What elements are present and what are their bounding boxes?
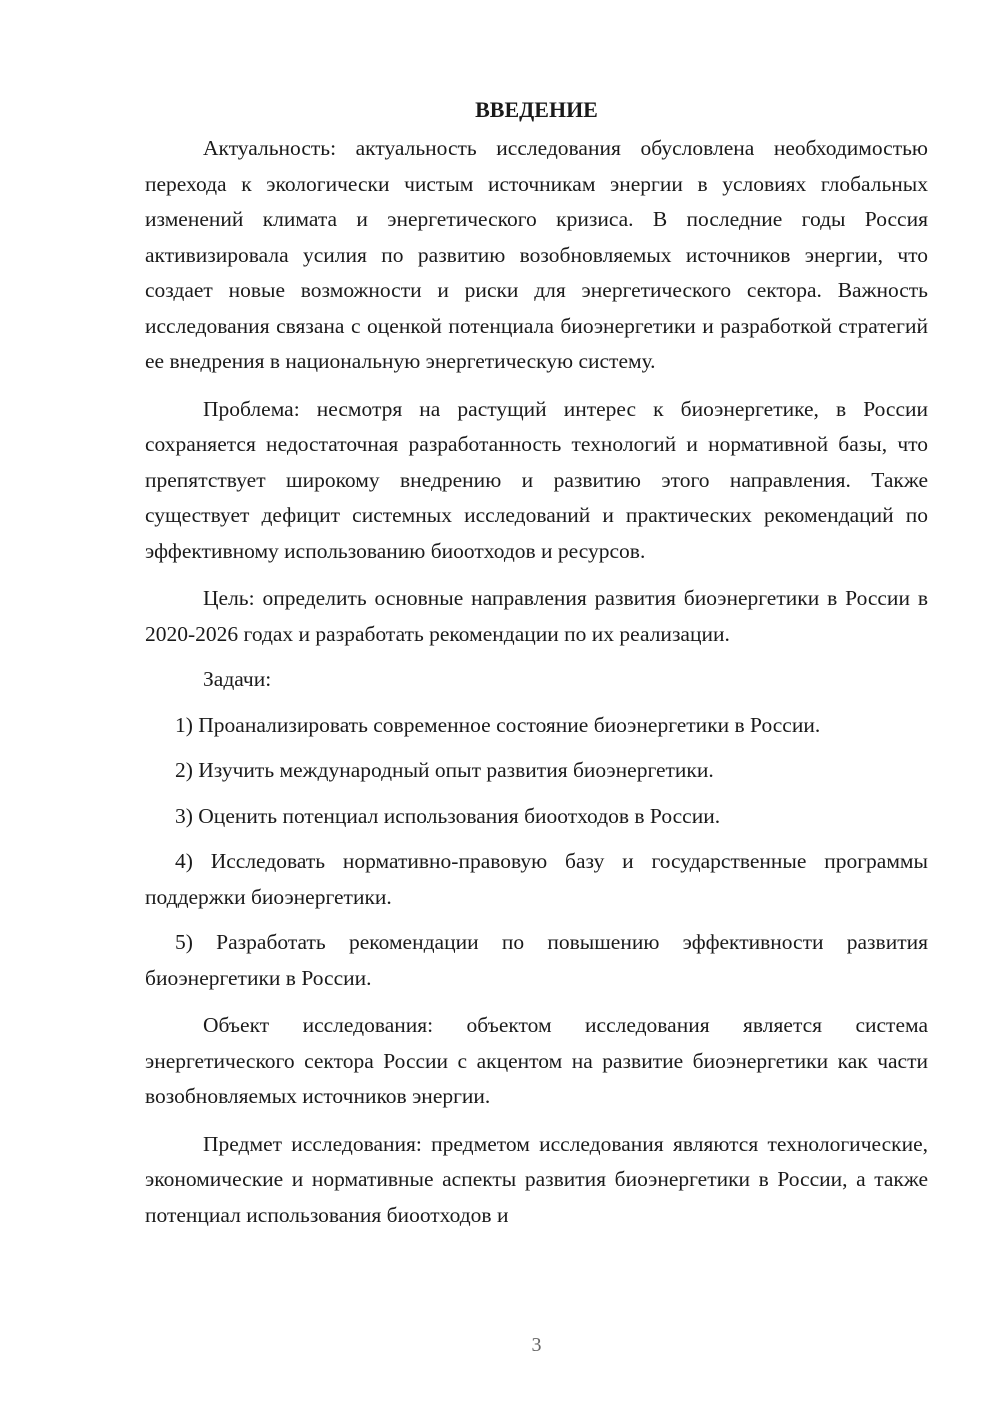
tasks-label: Задачи:: [203, 667, 272, 691]
paragraph-subject: Предмет исследования: предметом исследования являются технологические, экономические и нормативные аспекты развития биоэнергетики в России, а также потенциал использования биоотходов и: [145, 1131, 928, 1227]
task-item-5: 5) Разработать рекомендации по повышению эффективности развития биоэнергетики в России.: [145, 930, 928, 990]
task-item-3: 3) Оценить потенциал использования биоотходов в России.: [175, 803, 721, 828]
paragraph-relevance: Актуальность: актуальность исследования обусловлена необходимостью перехода к экологически чистым источникам энергии в условиях глобальных изменений климата и энергетического кризиса. В последние годы Россия активизировала усилия по развитию возобновляемых источников энергии, что создает новые возможности и риски для энергетического сектора. Важность исследования связана с оценкой потенциала биоэнергетики и разработкой стратегий ее внедрения в национальную энергетическую систему.: [145, 136, 928, 373]
paragraph-object: Объект исследования: объектом исследования является система энергетического сектора России с акцентом на развитие биоэнергетики как части возобновляемых источников энергии.: [145, 1013, 928, 1108]
document-page: [145, 92, 928, 1233]
section-heading: ВВЕДЕНИЕ: [475, 97, 598, 122]
paragraph-problem: Проблема: несмотря на растущий интерес к биоэнергетике, в России сохраняется недостаточная разработанность технологий и нормативной базы, что препятствует широкому внедрению и развитию этого направления. Также существует дефицит системных исследований и практических рекомендаций по эффективному использованию биоотходов и ресурсов.: [145, 396, 928, 563]
task-item-2: 2) Изучить международный опыт развития биоэнергетики.: [175, 758, 714, 782]
paragraph-goal: Цель: определить основные направления развития биоэнергетики в России в 2020-2026 годах и разработать рекомендации по их реализации.: [145, 586, 928, 646]
task-item-4: 4) Исследовать нормативно-правовую базу и государственные программы поддержки биоэнергетики.: [145, 849, 928, 909]
page-number: 3: [531, 1334, 542, 1356]
task-item-1: 1) Проанализировать современное состояние биоэнергетики в России.: [175, 712, 821, 737]
